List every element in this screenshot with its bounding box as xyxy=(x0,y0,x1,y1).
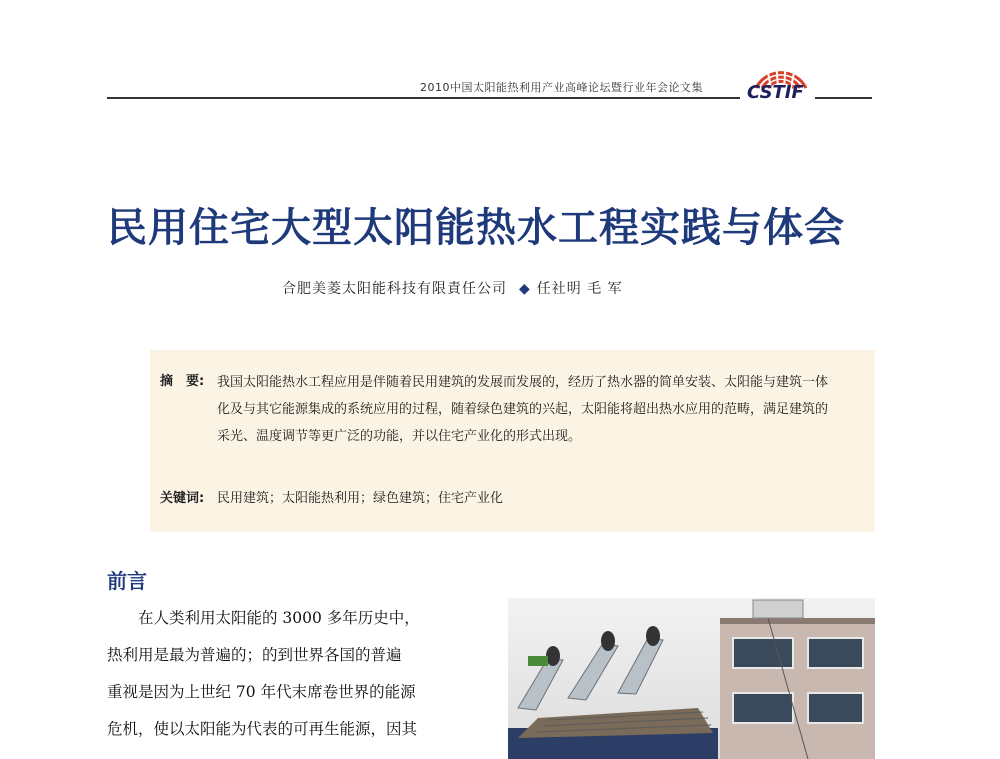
body-paragraph xyxy=(107,600,477,748)
body-line: 危机，使以太阳能为代表的可再生能源，因其 xyxy=(107,720,418,738)
keywords-label: 关键词: xyxy=(160,491,205,506)
body-line: 热利用是最为普遍的；的到世界各国的普遍 xyxy=(107,646,402,664)
abstract-label: 摘 要: xyxy=(160,374,205,389)
logo-text: CSTIF xyxy=(747,82,804,103)
solar-water-heater-photo xyxy=(508,598,875,759)
diamond-icon: ◆ xyxy=(519,281,531,297)
byline xyxy=(282,278,623,298)
abstract-text: 我国太阳能热水工程应用是伴随着民用建筑的发展而发展的，经历了热水器的简单安装、太阳能与建筑一体化及与其它能源集成的系统应用的过程，随着绿色建筑的兴起，太阳能将超出热水应用的范畴，满足建筑的采光、温度调节等更广泛的功能，并以住宅产业化的形式出现。 xyxy=(217,375,829,444)
keywords-text: 民用建筑；太阳能热利用；绿色建筑；住宅产业化 xyxy=(217,491,504,506)
journal-header-rule xyxy=(107,97,740,99)
authors: 任社明 毛 军 xyxy=(536,281,623,297)
body-line: 在人类利用太阳能的 3000 多年历史中， xyxy=(138,609,420,627)
journal-title: 2010中国太阳能热利用产业高峰论坛暨行业年会论文集 xyxy=(420,81,703,94)
section-title: 前言 xyxy=(107,569,147,593)
article-title: 民用住宅大型太阳能热水工程实践与体会 xyxy=(107,204,845,251)
body-line: 重视是因为上世纪 70 年代末席卷世界的能源 xyxy=(107,683,416,701)
affiliation: 合肥美菱太阳能科技有限責任公司 xyxy=(282,281,507,297)
journal-header-rule-right xyxy=(815,97,872,99)
